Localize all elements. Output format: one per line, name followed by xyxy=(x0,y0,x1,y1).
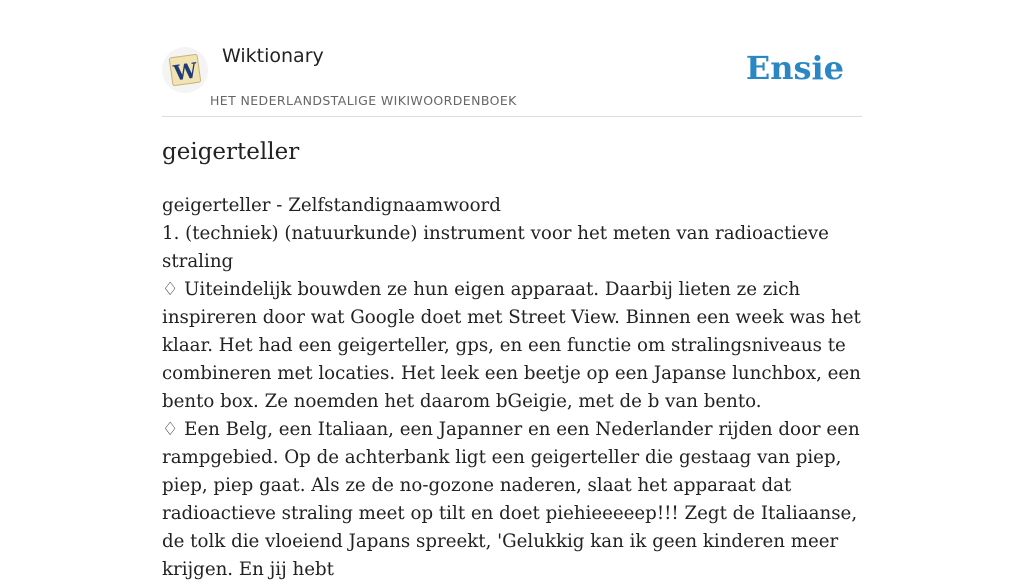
site-header xyxy=(162,0,862,117)
entry-content xyxy=(162,192,862,584)
page-title: geigerteller xyxy=(162,139,300,165)
entry-heading: geigerteller - Zelfstandignaamwoord xyxy=(162,195,501,216)
svg-text:W: W xyxy=(171,57,199,86)
wiktionary-logo-icon[interactable] xyxy=(162,47,208,93)
ensie-brand-link[interactable]: Ensie xyxy=(745,49,844,87)
example-sentence-1: ♢ Uiteindelijk bouwden ze hun eigen apparaat. Daarbij lieten ze zich inspireren door wat Google doet met Street View. Binnen een week was het klaar. Het had een geigerteller, gps, en een functie om stralingsniveaus te combineren met locaties. Het leek een beetje op een Japanse lunchbox, een bento box. Ze noemden het daarom bGeigie, met de b van bento. xyxy=(162,279,861,412)
site-tagline: HET NEDERLANDSTALIGE WIKIWOORDENBOEK xyxy=(210,93,517,108)
site-name[interactable]: Wiktionary xyxy=(222,45,324,67)
example-sentence-2: ♢ Een Belg, een Italiaan, een Japanner en een Nederlander rijden door een rampgebied. Op de achterbank ligt een geigerteller die gestaag van piep, piep, piep gaat. Als ze de no-gozone naderen, slaat het apparaat dat radioactieve straling meet op tilt en doet piehieeeeep!!! Zegt de Italiaanse, de tolk die vloeiend Japans spreekt, 'Gelukkig kan ik geen kinderen meer krijgen. En jij hebt xyxy=(162,419,860,580)
entry-definition: 1. (techniek) (natuurkunde) instrument voor het meten van radioactieve straling xyxy=(162,223,829,272)
